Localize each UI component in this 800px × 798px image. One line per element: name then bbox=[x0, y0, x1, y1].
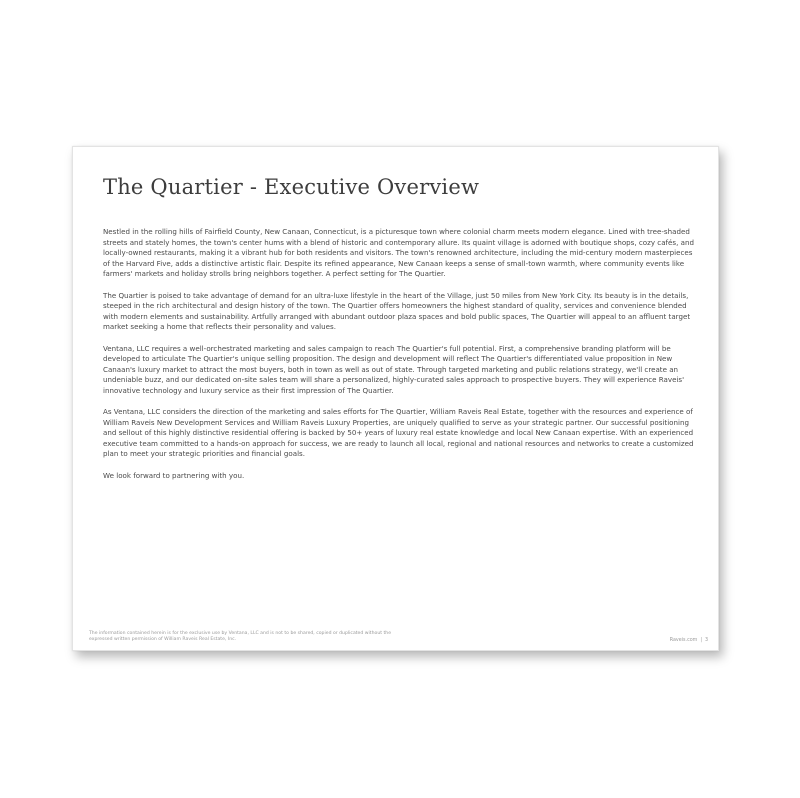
document-page bbox=[72, 146, 719, 651]
paragraph-campaign: Ventana, LLC requires a well-orchestrated marketing and sales campaign to reach The Quartier's full potential. First, a comprehensive branding platform will be developed to articulate The Quartier's unique selling proposition. The design and development will reflect The Quartier's differentiated value proposition in New Canaan's luxury market to attract the most buyers, both in town as well as out of state. Through targeted marketing and public relations strategy, we'll create an undeniable buzz, and our dedicated on-site sales team will share a personalized, highly-curated sales approach to prospective buyers. They will experience Raveis' innovative technology and luxury service as their first impression of The Quartier. bbox=[103, 343, 685, 395]
body-text bbox=[103, 227, 699, 492]
page-title: The Quartier - Executive Overview bbox=[103, 175, 480, 199]
footer-page-info bbox=[670, 638, 708, 643]
footer-disclaimer: The information contained herein is for the exclusive use by Ventana, LLC and is not to be shared, copied or duplicated without the expressed written permission of William Raveis Real Estate, Inc. bbox=[89, 631, 392, 642]
paragraph-closing: We look forward to partnering with you. bbox=[103, 470, 245, 480]
footer-separator: | bbox=[700, 638, 702, 643]
paragraph-partner: As Ventana, LLC considers the direction of the marketing and sales efforts for The Quartier, William Raveis Real Estate, together with the resources and experience of William Raveis New Development Services and William Raveis Luxury Properties, are uniquely qualified to serve as your strategic partner. Our successful positioning and sellout of this highly distinctive residential offering is backed by 50+ years of luxury real estate knowledge and local New Canaan expertise. With an experienced executive team committed to a hands-on approach for success, we are ready to launch all local, regional and national resources and networks to create a customized plan to meet your strategic priorities and financial goals. bbox=[103, 407, 694, 459]
paragraph-opportunity: The Quartier is poised to take advantage of demand for an ultra-luxe lifestyle in the heart of the Village, just 50 miles from New York City. Its beauty is in the details, steeped in the rich architectural and design history of the town. The Quartier offers homeowners the highest standard of quality, services and convenience blended with modern elements and sustainability. Artfully arranged with abundant outdoor plaza spaces and bold public spaces, The Quartier will appeal to an affluent target market seeking a home that reflects their personality and values. bbox=[103, 290, 691, 332]
page-number: 3 bbox=[704, 638, 708, 643]
footer-site-link[interactable]: Raveis.com bbox=[669, 638, 698, 643]
paragraph-intro: Nestled in the rolling hills of Fairfield County, New Canaan, Connecticut, is a picturesque town where colonial charm meets modern elegance. Lined with tree-shaded streets and stately homes, the town's center hums with a blend of historic and contemporary allure. Its quaint village is adorned with boutique shops, cozy cafés, and locally-owned restaurants, making it a vibrant hub for both residents and visitors. The town's renowned architecture, including the mid-century modern masterpieces of the Harvard Five, adds a distinctive artistic flair. Despite its refined appearance, New Canaan keeps a sense of small-town warmth, where community events like farmers' markets and holiday strolls bring neighbors together. A perfect setting for The Quartier. bbox=[103, 227, 694, 279]
